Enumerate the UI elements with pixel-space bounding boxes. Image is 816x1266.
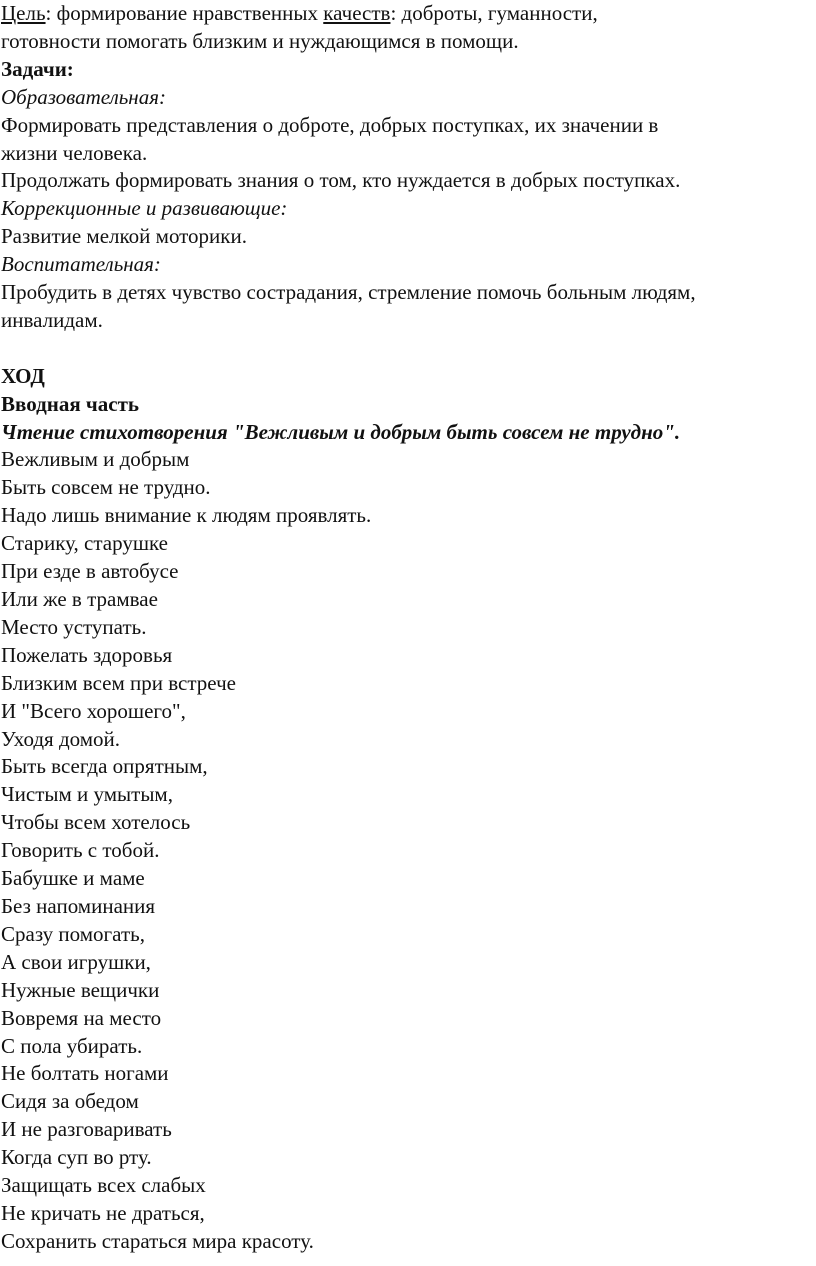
reading-title: Чтение стихотворения "Вежливым и добрым быть совсем не трудно". <box>1 419 681 444</box>
educational-line: Формировать представления о доброте, добрых поступках, их значении в <box>1 112 659 137</box>
poem-line: Старику, старушке <box>1 531 168 556</box>
poem-line: Чтобы всем хотелось <box>1 810 191 835</box>
poem-line: С пола убирать. <box>1 1033 143 1058</box>
poem-line: Пожелать здоровья <box>1 642 173 667</box>
poem-line: Чистым и умытым, <box>1 782 173 807</box>
poem-line: Или же в трамвае <box>1 587 158 612</box>
poem-line: Сохранить стараться мира красоту. <box>1 1228 314 1253</box>
poem-line: Без напоминания <box>1 893 156 918</box>
poem-line: Не болтать ногами <box>1 1061 169 1086</box>
correctional-line: Развитие мелкой моторики. <box>1 224 247 249</box>
upbringing-line: инвалидам. <box>1 307 103 332</box>
educational-line: жизни человека. <box>1 140 148 165</box>
poem-line: Говорить с тобой. <box>1 838 160 863</box>
goal-line-2: готовности помогать близким и нуждающимся в помощи. <box>1 28 519 53</box>
educational-label: Образовательная: <box>1 84 166 109</box>
poem-line: И не разговаривать <box>1 1117 172 1142</box>
poem-line: И "Всего хорошего", <box>1 698 186 723</box>
goal-label: Цель <box>1 1 46 25</box>
blank-line <box>1 335 816 363</box>
poem-line: Бабушке и маме <box>1 866 145 891</box>
poem-line: Близким всем при встрече <box>1 670 236 695</box>
upbringing-line: Пробудить в детях чувство сострадания, стремление помочь больным людям, <box>1 280 696 305</box>
intro-heading: Вводная часть <box>1 391 140 416</box>
poem-line: Сидя за обедом <box>1 1089 139 1114</box>
poem-line: Сразу помогать, <box>1 921 145 946</box>
goal-text-2: : доброты, гуманности, <box>390 1 598 25</box>
poem-line: Надо лишь внимание к людям проявлять. <box>1 503 372 528</box>
correctional-label: Коррекционные и развивающие: <box>1 196 288 221</box>
progress-heading: ХОД <box>1 363 45 388</box>
poem-line: А свои игрушки, <box>1 949 151 974</box>
poem-line: Нужные вещички <box>1 977 160 1002</box>
poem-line: Быть совсем не трудно. <box>1 475 211 500</box>
poem-line: При езде в автобусе <box>1 559 179 584</box>
poem-line: Не кричать не драться, <box>1 1200 205 1225</box>
poem-line: Защищать всех слабых <box>1 1173 206 1198</box>
poem-line: Вежливым и добрым <box>1 447 190 472</box>
poem-line: Вовремя на место <box>1 1005 162 1030</box>
poem-line: Когда суп во рту. <box>1 1145 152 1170</box>
educational-line: Продолжать формировать знания о том, кто нуждается в добрых поступках. <box>1 168 681 193</box>
goal-text-1: : формирование нравственных <box>45 1 324 25</box>
upbringing-label: Воспитательная: <box>1 252 161 277</box>
tasks-heading: Задачи: <box>1 56 74 81</box>
goal-line-1 <box>1 0 816 28</box>
poem <box>1 446 816 1255</box>
poem-line: Быть всегда опрятным, <box>1 754 208 779</box>
poem-line: Место уступать. <box>1 614 147 639</box>
goal-link-word[interactable]: качеств <box>323 1 391 25</box>
poem-line: Уходя домой. <box>1 726 121 751</box>
